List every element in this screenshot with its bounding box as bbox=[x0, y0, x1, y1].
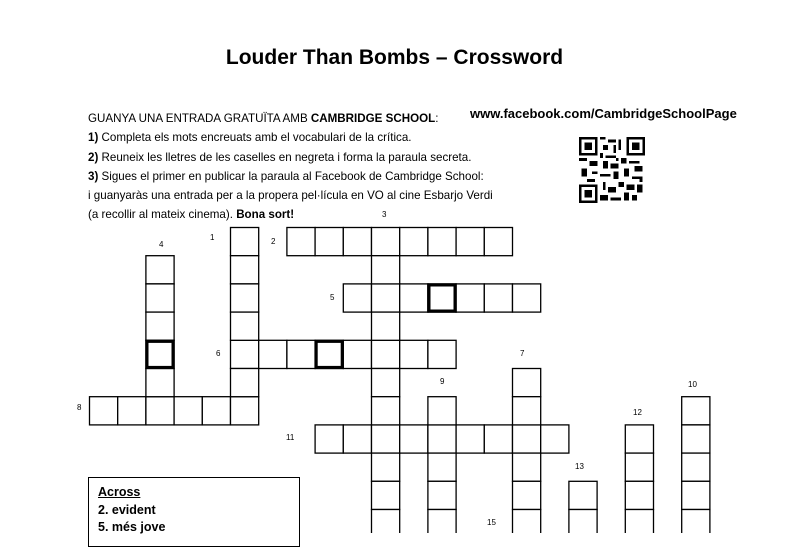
grid-cell[interactable] bbox=[625, 481, 653, 509]
grid-cell[interactable] bbox=[231, 340, 259, 368]
grid-cell[interactable] bbox=[343, 284, 371, 312]
grid-cell[interactable] bbox=[456, 425, 484, 453]
facebook-link[interactable]: www.facebook.com/CambridgeSchoolPage bbox=[470, 106, 737, 121]
grid-cell[interactable] bbox=[174, 397, 202, 425]
grid-cell[interactable] bbox=[428, 284, 456, 312]
grid-cell[interactable] bbox=[372, 369, 400, 397]
grid-cell[interactable] bbox=[682, 425, 710, 453]
grid-cell[interactable] bbox=[146, 284, 174, 312]
grid-cell[interactable] bbox=[513, 284, 541, 312]
grid-cell[interactable] bbox=[428, 228, 456, 256]
grid-cell[interactable] bbox=[513, 453, 541, 481]
grid-cell[interactable] bbox=[202, 397, 230, 425]
grid-cell[interactable] bbox=[682, 453, 710, 481]
grid-cell[interactable] bbox=[484, 425, 512, 453]
grid-cell[interactable] bbox=[428, 510, 456, 534]
grid-cell[interactable] bbox=[682, 397, 710, 425]
grid-cell[interactable] bbox=[428, 453, 456, 481]
grid-cell[interactable] bbox=[372, 425, 400, 453]
grid-cell[interactable] bbox=[146, 256, 174, 284]
grid-cell[interactable] bbox=[372, 510, 400, 534]
grid-cell[interactable] bbox=[231, 397, 259, 425]
clue-number-11: 11 bbox=[286, 433, 295, 442]
clue-number-7: 7 bbox=[520, 349, 525, 358]
step-2: 2) Reuneix les lletres de les caselles en negreta i forma la paraula secreta. bbox=[88, 150, 472, 164]
grid-cell[interactable] bbox=[456, 228, 484, 256]
clue-number-12: 12 bbox=[633, 408, 642, 417]
clue-number-4: 4 bbox=[159, 240, 164, 249]
grid-cell[interactable] bbox=[682, 481, 710, 509]
grid-cell[interactable] bbox=[315, 340, 343, 368]
grid-cell[interactable] bbox=[428, 425, 456, 453]
step-3: 3) Sigues el primer en publicar la paraula al Facebook de Cambridge School: bbox=[88, 169, 484, 183]
clue-number-8: 8 bbox=[77, 403, 82, 412]
grid-cell[interactable] bbox=[90, 397, 118, 425]
grid-cell[interactable] bbox=[682, 510, 710, 534]
grid-cell[interactable] bbox=[146, 312, 174, 340]
grid-cell[interactable] bbox=[400, 425, 428, 453]
grid-cell[interactable] bbox=[146, 369, 174, 397]
grid-cell[interactable] bbox=[231, 228, 259, 256]
grid-cell[interactable] bbox=[428, 340, 456, 368]
intro-line: GUANYA UNA ENTRADA GRATUÏTA AMB CAMBRIDGE SCHOOL: bbox=[88, 112, 439, 125]
grid-cell[interactable] bbox=[343, 340, 371, 368]
grid-cell[interactable] bbox=[231, 312, 259, 340]
clues-heading: Across bbox=[98, 485, 141, 499]
grid-cell[interactable] bbox=[146, 340, 174, 368]
grid-cell[interactable] bbox=[428, 481, 456, 509]
grid-cell[interactable] bbox=[625, 510, 653, 534]
grid-cell[interactable] bbox=[315, 425, 343, 453]
clue-number-6: 6 bbox=[216, 349, 221, 358]
clue-number-13: 13 bbox=[575, 462, 584, 471]
clue-number-15: 15 bbox=[487, 518, 496, 527]
grid-cell[interactable] bbox=[513, 369, 541, 397]
grid-cell[interactable] bbox=[231, 284, 259, 312]
grid-cell[interactable] bbox=[513, 397, 541, 425]
grid-cell[interactable] bbox=[513, 425, 541, 453]
grid-cell[interactable] bbox=[484, 228, 512, 256]
grid-cell[interactable] bbox=[484, 284, 512, 312]
prize-line: i guanyaràs una entrada per a la propera pel·lícula en VO al cine Esbarjo Verdi bbox=[88, 189, 493, 203]
grid-cell[interactable] bbox=[343, 425, 371, 453]
clue-number-3: 3 bbox=[382, 210, 387, 219]
clues-box bbox=[88, 477, 300, 547]
grid-cell[interactable] bbox=[400, 340, 428, 368]
grid-cell[interactable] bbox=[372, 228, 400, 256]
clue-number-9: 9 bbox=[440, 377, 445, 386]
grid-cell[interactable] bbox=[625, 425, 653, 453]
closing-line: (a recollir al mateix cinema). Bona sort! bbox=[88, 208, 295, 222]
step-1: 1) Completa els mots encreuats amb el vocabulari de la crítica. bbox=[88, 131, 412, 145]
clue-across-5: 5. més jove bbox=[98, 520, 166, 534]
clue-number-1: 1 bbox=[210, 233, 215, 242]
clue-number-2: 2 bbox=[271, 237, 276, 246]
grid-cell[interactable] bbox=[513, 481, 541, 509]
grid-cell[interactable] bbox=[372, 397, 400, 425]
grid-cell[interactable] bbox=[287, 340, 315, 368]
grid-cell[interactable] bbox=[287, 228, 315, 256]
clue-across-2: 2. evident bbox=[98, 502, 156, 517]
grid-cell[interactable] bbox=[231, 369, 259, 397]
grid-cell[interactable] bbox=[259, 340, 287, 368]
grid-cell[interactable] bbox=[428, 397, 456, 425]
grid-cell[interactable] bbox=[372, 256, 400, 284]
grid-cell[interactable] bbox=[372, 340, 400, 368]
grid-cell[interactable] bbox=[372, 312, 400, 340]
grid-cell[interactable] bbox=[400, 284, 428, 312]
grid-cell[interactable] bbox=[118, 397, 146, 425]
grid-cell[interactable] bbox=[541, 425, 569, 453]
page-title: Louder Than Bombs – Crossword bbox=[225, 46, 564, 69]
clue-number-10: 10 bbox=[688, 380, 697, 389]
grid-cell[interactable] bbox=[231, 256, 259, 284]
grid-cell[interactable] bbox=[343, 228, 371, 256]
grid-cell[interactable] bbox=[372, 453, 400, 481]
grid-cell[interactable] bbox=[456, 284, 484, 312]
grid-cell[interactable] bbox=[569, 481, 597, 509]
grid-cell[interactable] bbox=[146, 397, 174, 425]
grid-cell[interactable] bbox=[372, 481, 400, 509]
grid-cell[interactable] bbox=[315, 228, 343, 256]
grid-cell[interactable] bbox=[625, 453, 653, 481]
grid-cell[interactable] bbox=[372, 284, 400, 312]
grid-cell[interactable] bbox=[400, 228, 428, 256]
clue-number-5: 5 bbox=[330, 293, 335, 302]
grid-cell[interactable] bbox=[569, 510, 597, 534]
grid-cell[interactable] bbox=[513, 510, 541, 534]
